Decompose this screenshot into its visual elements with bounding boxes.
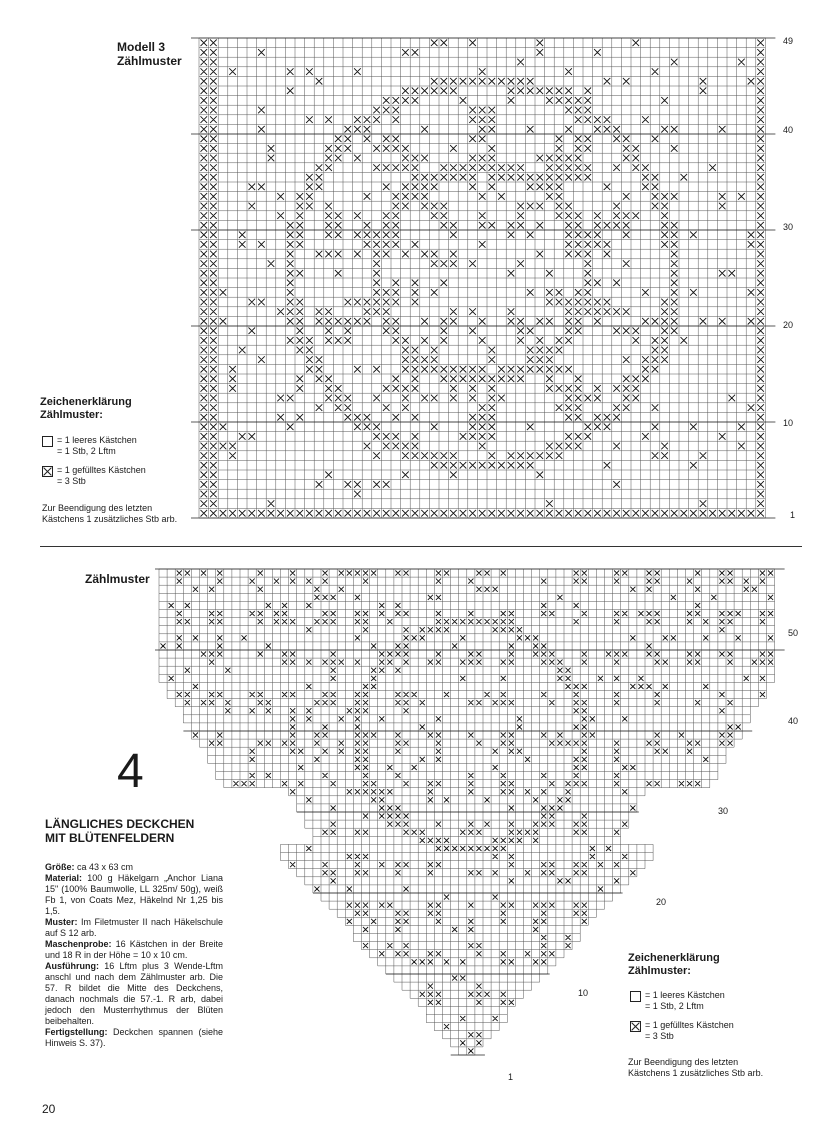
model3-legend: Zeichenerklärung Zählmuster: (40, 396, 132, 421)
section-divider (40, 546, 802, 547)
legend-filled-box: = 1 gefülltes Kästchen = 3 Stb (42, 465, 146, 487)
description-text: Deckchen spannen (siehe Hinweis S. 37). (45, 1027, 223, 1048)
model4-legend: Zeichenerklärung Zählmuster: (628, 952, 720, 977)
description-paragraph (45, 939, 223, 961)
description-paragraph (45, 961, 223, 1027)
description-paragraph (45, 862, 223, 873)
description-text: 16 Lftm plus 3 Wende-Lftm anschl und nach dem Zählmuster arb. Die 57. R bildet die Mitte des Deckchens, danach nochmals die 57.-1. R arb, dabei jedoch den Musterrhythmus der Blüten beibehalten. (45, 961, 223, 1026)
description-text: Im Filetmuster II nach Häkelschule auf S 12 arb. (45, 917, 223, 938)
empty-box-icon (630, 991, 641, 1002)
filled-box-icon (630, 1021, 641, 1032)
model3-note: Zur Beendigung des letzten Kästchens 1 zusätzliches Stb arb. (42, 503, 178, 524)
description-text: 100 g Häkelgarn „Anchor Liana 15" (100% Baumwolle, LL 325m/ 50g), weiß Fb 1, von Coats Mez, Häkelnd Nr 1,25 bis 1,5. (45, 873, 223, 916)
row-number-50: 50 (788, 628, 799, 638)
model4-heading: LÄNGLICHES DECKCHEN MIT BLÜTENFELDERN (45, 817, 195, 845)
description-paragraph (45, 873, 223, 917)
filled-box-icon (42, 466, 53, 477)
description-text: ca 43 x 63 cm (74, 862, 134, 872)
row-number-30b: 30 (718, 806, 729, 816)
pattern-number: 4 (117, 745, 144, 798)
legend4-filled-box: = 1 gefülltes Kästchen = 3 Stb (630, 1020, 734, 1042)
row-number-20b: 20 (656, 897, 667, 907)
model4-description (45, 862, 223, 1049)
row-number-20: 20 (783, 320, 794, 330)
legend4-empty-box: = 1 leeres Kästchen = 1 Stb, 2 Lftm (630, 990, 725, 1012)
description-paragraph (45, 917, 223, 939)
row-number-49: 49 (783, 36, 794, 46)
row-number-1b: 1 (508, 1072, 514, 1082)
model3-filet-chart (185, 30, 785, 530)
model4-chart-title: Zählmuster (85, 572, 150, 586)
description-label: Maschenprobe: (45, 939, 112, 949)
description-label: Größe: (45, 862, 75, 872)
row-number-10b: 10 (578, 988, 589, 998)
row-number-1: 1 (790, 510, 796, 520)
row-number-30: 30 (783, 222, 794, 232)
description-label: Material: (45, 873, 83, 883)
legend-empty-box: = 1 leeres Kästchen = 1 Stb, 2 Lftm (42, 435, 137, 457)
description-text: 16 Kästchen in der Breite und 18 R in der Höhe = 10 x 10 cm. (45, 939, 223, 960)
description-paragraph (45, 1027, 223, 1049)
description-label: Ausführung: (45, 961, 99, 971)
model4-note: Zur Beendigung des letzten Kästchens 1 zusätzliches Stb arb. (628, 1057, 764, 1078)
description-label: Muster: (45, 917, 78, 927)
row-number-10: 10 (783, 418, 794, 428)
empty-box-icon (42, 436, 53, 447)
row-number-40: 40 (783, 125, 794, 135)
row-number-40b: 40 (788, 716, 799, 726)
page-number: 20 (42, 1102, 56, 1116)
model3-title: Modell 3 Zählmuster (117, 40, 182, 68)
description-label: Fertigstellung: (45, 1027, 108, 1037)
